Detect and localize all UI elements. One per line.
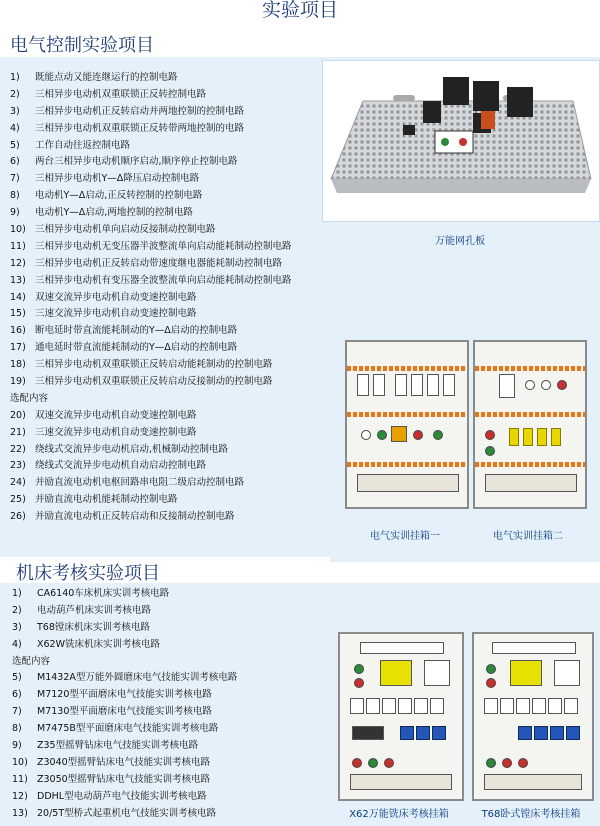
list-item xyxy=(10,374,325,391)
item-number: 21) xyxy=(10,426,26,438)
net-board-caption: 万能网孔板 xyxy=(435,236,485,247)
item-number: 12) xyxy=(10,257,26,269)
list-item xyxy=(12,738,332,755)
list-item xyxy=(10,425,325,442)
list-item xyxy=(10,239,325,256)
training-box-2-caption: 电气实训挂箱二 xyxy=(493,531,563,542)
item-text: 断电延时带直流能耗制动的Y—Δ启动的控制电路 xyxy=(35,325,238,337)
item-text: 三相异步电动机有变压器全波整流单向启动能耗制动控制电路 xyxy=(35,274,292,286)
training-box-1-caption: 电气实训挂箱一 xyxy=(370,531,440,542)
item-number: 10) xyxy=(12,756,28,768)
list-item xyxy=(10,340,325,357)
page-title: 实验项目 xyxy=(261,0,338,21)
net-board-photo xyxy=(322,60,600,222)
x62-milling-box-caption: X62万能铣床考核挂箱 xyxy=(349,809,449,820)
item-number: 7) xyxy=(12,706,22,718)
item-number: 4) xyxy=(10,122,20,134)
item-text: 三相异步电动机双重联锁正反转控制电路 xyxy=(35,88,207,100)
list-item xyxy=(12,670,332,687)
item-text: 绕线式交流异步电动机自动启动控制电路 xyxy=(35,460,207,472)
item-text: 三速交流异步电动机自动变速控制电路 xyxy=(35,308,197,320)
item-number: 22) xyxy=(10,443,26,455)
item-number: 3) xyxy=(10,105,20,117)
item-number: 2) xyxy=(12,604,22,616)
item-number: 10) xyxy=(10,224,26,236)
item-text: 三相异步电动机Y—Δ降压启动控制电路 xyxy=(35,173,200,185)
x62-milling-box-photo xyxy=(338,632,464,801)
item-text: 电动机Y—Δ启动,正反转控制的控制电路 xyxy=(35,190,203,202)
list-item xyxy=(10,442,325,459)
item-text: Z3040型摇臂钻床电气技能实训考核电路 xyxy=(37,756,211,768)
item-number: 18) xyxy=(10,359,26,371)
list-item xyxy=(10,256,325,273)
item-text: 三相异步电动机双重联锁正反转启动能耗制动的控制电路 xyxy=(35,359,273,371)
item-number: 16) xyxy=(10,325,26,337)
list-item xyxy=(10,121,325,138)
item-number: 17) xyxy=(10,342,26,354)
training-box-1-photo xyxy=(345,340,469,509)
list-item xyxy=(12,806,332,823)
item-text: M7120型平面磨床电气技能实训考核电路 xyxy=(37,689,212,701)
item-number: 9) xyxy=(12,740,22,752)
training-box-2-photo xyxy=(473,340,587,509)
item-text: 绕线式交流异步电动机启动,机械制动控制电路 xyxy=(35,443,229,455)
item-number: 7) xyxy=(10,173,20,185)
item-text: M7475B型平面磨床电气技能实训考核电路 xyxy=(37,723,219,735)
item-text: 并励直流电动机能耗制动控制电路 xyxy=(35,494,178,506)
list-item xyxy=(10,87,325,104)
item-number: 20) xyxy=(10,409,26,421)
item-text: 并励直流电动机正反转启动和反接制动控制电路 xyxy=(35,511,235,523)
item-number: 24) xyxy=(10,477,26,489)
item-number: 23) xyxy=(10,460,26,472)
list-item xyxy=(10,391,325,408)
list-item xyxy=(12,620,332,637)
item-text: 电动葫芦机床实训考核电路 xyxy=(37,604,152,616)
item-text: 并励直流电动机电枢回路串电阻二级启动控制电路 xyxy=(35,477,245,489)
item-number: 19) xyxy=(10,376,26,388)
item-text: 双速交流异步电动机自动变速控制电路 xyxy=(35,291,197,303)
item-text: 三相异步电动机单向启动反接制动控制电路 xyxy=(35,224,216,236)
list-item xyxy=(10,408,325,425)
item-text: Z3050型摇臂钻床电气技能实训考核电路 xyxy=(37,773,211,785)
list-item xyxy=(10,70,325,87)
t68-boring-box-caption: T68卧式镗床考核挂箱 xyxy=(481,809,581,820)
item-number: 8) xyxy=(10,190,20,202)
list-item xyxy=(10,357,325,374)
list-item xyxy=(10,475,325,492)
list-item xyxy=(12,704,332,721)
item-text: T68镗床机床实训考核电路 xyxy=(37,621,150,633)
list-item xyxy=(10,138,325,155)
item-text: M7130型平面磨床电气技能实训考核电路 xyxy=(37,706,212,718)
list-item xyxy=(10,273,325,290)
list-item xyxy=(12,687,332,704)
section1-heading: 电气控制实验项目 xyxy=(10,35,154,56)
list-item xyxy=(10,205,325,222)
item-number: 2) xyxy=(10,88,20,100)
item-text: 三相异步电动机无变压器半波整流单向启动能耗制动控制电路 xyxy=(35,240,292,252)
list-item xyxy=(12,603,332,620)
list-item xyxy=(10,104,325,121)
item-text: 三速交流异步电动机自动变速控制电路 xyxy=(35,426,197,438)
item-text: 通电延时带直流能耗制动的Y—Δ启动的控制电路 xyxy=(35,342,238,354)
item-number: 6) xyxy=(12,689,22,701)
item-text: DDHL型电动葫芦电气技能实训考核电路 xyxy=(37,790,207,802)
list-item xyxy=(12,654,332,671)
item-number: 14) xyxy=(10,291,26,303)
item-text: X62W铣床机床实训考核电路 xyxy=(37,638,160,650)
item-number: 3) xyxy=(12,621,22,633)
item-text: 两台三相异步电动机顺序启动,顺序停止控制电路 xyxy=(35,156,238,168)
item-number: 11) xyxy=(12,773,28,785)
item-number: 25) xyxy=(10,494,26,506)
item-number: 13) xyxy=(10,274,26,286)
list-item xyxy=(12,586,332,603)
list-item xyxy=(10,492,325,509)
list-item xyxy=(10,171,325,188)
list-item xyxy=(12,789,332,806)
list-item xyxy=(12,637,332,654)
item-number: 9) xyxy=(10,207,20,219)
item-text: 电动机Y—Δ启动,两地控制的控制电路 xyxy=(35,207,193,219)
item-text: 三相异步电动机正反转启动并两地控制的控制电路 xyxy=(35,105,245,117)
list-item xyxy=(10,290,325,307)
list-item xyxy=(10,154,325,171)
item-text: 工作自动往返控制电路 xyxy=(35,139,131,151)
list-item xyxy=(10,306,325,323)
item-number: 15) xyxy=(10,308,26,320)
list-item xyxy=(10,509,325,526)
item-number: 1) xyxy=(10,72,20,83)
item-number: 4) xyxy=(12,638,22,650)
item-number: 5) xyxy=(12,672,22,684)
item-number: 26) xyxy=(10,511,26,523)
item-text: 三相异步电动机双重联锁正反转启动反接制动的控制电路 xyxy=(35,376,273,388)
item-number: 1) xyxy=(12,588,22,599)
section2-heading-bar xyxy=(0,557,330,583)
item-text: 三相异步电动机双重联锁正反转带两地控制的电路 xyxy=(35,122,245,134)
electrical-experiment-list xyxy=(10,70,325,526)
section2-heading: 机床考核实验项目 xyxy=(16,563,160,584)
item-text: 双速交流异步电动机自动变速控制电路 xyxy=(35,409,197,421)
item-text: M1432A型万能外圆磨床电气技能实训考核电路 xyxy=(37,672,238,684)
item-text: Z35型摇臂钻床电气技能实训考核电路 xyxy=(37,740,199,752)
item-number: 5) xyxy=(10,139,20,151)
item-number: 13) xyxy=(12,807,28,819)
section1-heading-bar xyxy=(0,29,330,55)
item-number: 12) xyxy=(12,790,28,802)
list-item xyxy=(10,458,325,475)
item-number: 6) xyxy=(10,156,20,168)
item-text: 20/5T型桥式起重机电气技能实训考核电路 xyxy=(37,807,217,819)
item-text: 选配内容 xyxy=(10,392,49,404)
item-text: 选配内容 xyxy=(12,655,51,667)
list-item xyxy=(12,721,332,738)
list-item xyxy=(12,772,332,789)
list-item xyxy=(10,222,325,239)
item-number: 8) xyxy=(12,723,22,735)
item-text: 既能点动又能连继运行的控制电路 xyxy=(35,72,178,83)
item-text: 三相异步电动机正反转启动带速度继电器能耗制动控制电路 xyxy=(35,257,283,269)
item-text: CA6140车床机床实训考核电路 xyxy=(37,588,170,599)
machine-tool-experiment-list xyxy=(12,586,332,822)
list-item xyxy=(10,188,325,205)
list-item xyxy=(10,323,325,340)
list-item xyxy=(12,755,332,772)
item-number: 11) xyxy=(10,240,26,252)
t68-boring-box-photo xyxy=(472,632,594,801)
